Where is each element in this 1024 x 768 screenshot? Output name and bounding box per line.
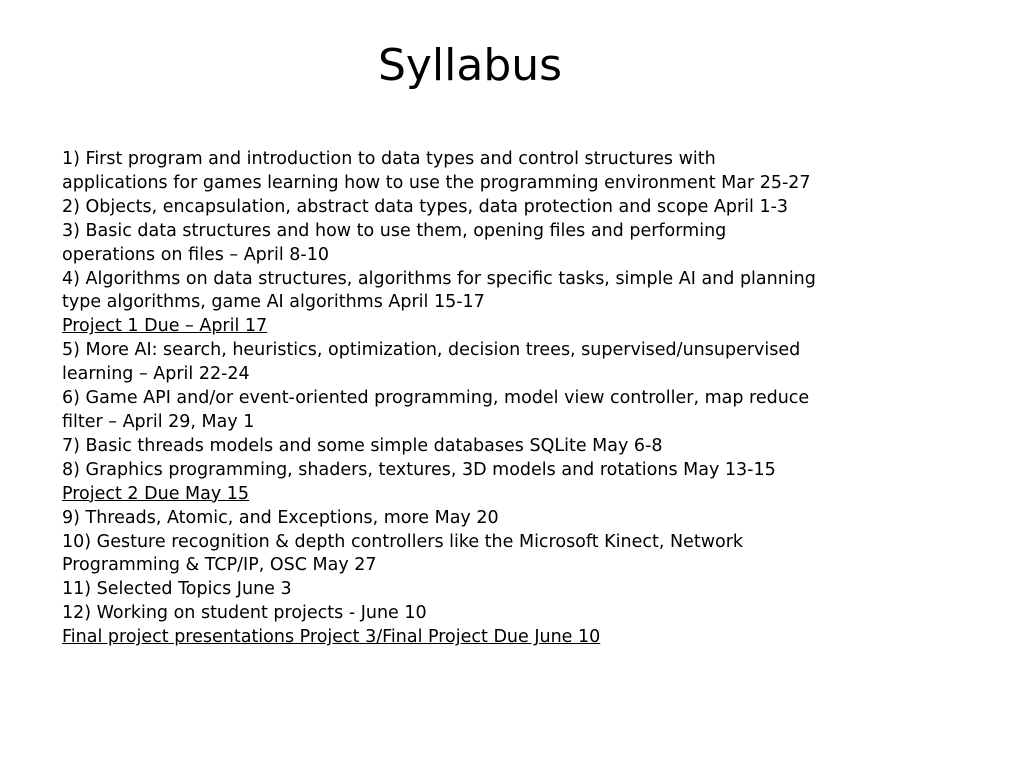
syllabus-line: 11) Selected Topics June 3: [62, 579, 292, 600]
syllabus-line: operations on files – April 8-10: [62, 244, 329, 265]
syllabus-line: learning – April 22-24: [62, 364, 250, 385]
syllabus-line: 4) Algorithms on data structures, algorithms for specific tasks, simple AI and planning: [62, 268, 816, 289]
syllabus-line: 9) Threads, Atomic, and Exceptions, more May 20: [62, 507, 499, 528]
syllabus-line: 7) Basic threads models and some simple databases SQLite May 6-8: [62, 435, 663, 456]
syllabus-line: applications for games learning how to use the programming environment Mar 25-27: [62, 172, 811, 193]
syllabus-line: 6) Game API and/or event-oriented programming, model view controller, map reduce: [62, 388, 810, 409]
syllabus-line: 10) Gesture recognition & depth controllers like the Microsoft Kinect, Network: [62, 531, 744, 552]
syllabus-line: 12) Working on student projects - June 10: [62, 603, 427, 624]
syllabus-line: filter – April 29, May 1: [62, 411, 255, 432]
syllabus-line: 2) Objects, encapsulation, abstract data types, data protection and scope April 1-3: [62, 196, 789, 217]
syllabus-line: 8) Graphics programming, shaders, textures, 3D models and rotations May 13-15: [62, 459, 776, 480]
due-date-line: Project 2 Due May 15: [62, 483, 250, 504]
syllabus-line: 5) More AI: search, heuristics, optimization, decision trees, supervised/unsupervised: [62, 340, 801, 361]
due-date-line: Project 1 Due – April 17: [62, 316, 268, 337]
syllabus-line: type algorithms, game AI algorithms April 15-17: [62, 292, 485, 313]
syllabus-body: [62, 148, 962, 650]
syllabus-line: 1) First program and introduction to data types and control structures with: [62, 149, 716, 169]
syllabus-line: Programming & TCP/IP, OSC May 27: [62, 555, 377, 576]
slide-title: Syllabus: [377, 40, 563, 91]
due-date-line: Final project presentations Project 3/Final Project Due June 10: [62, 627, 601, 648]
syllabus-line: 3) Basic data structures and how to use them, opening files and performing: [62, 220, 727, 241]
